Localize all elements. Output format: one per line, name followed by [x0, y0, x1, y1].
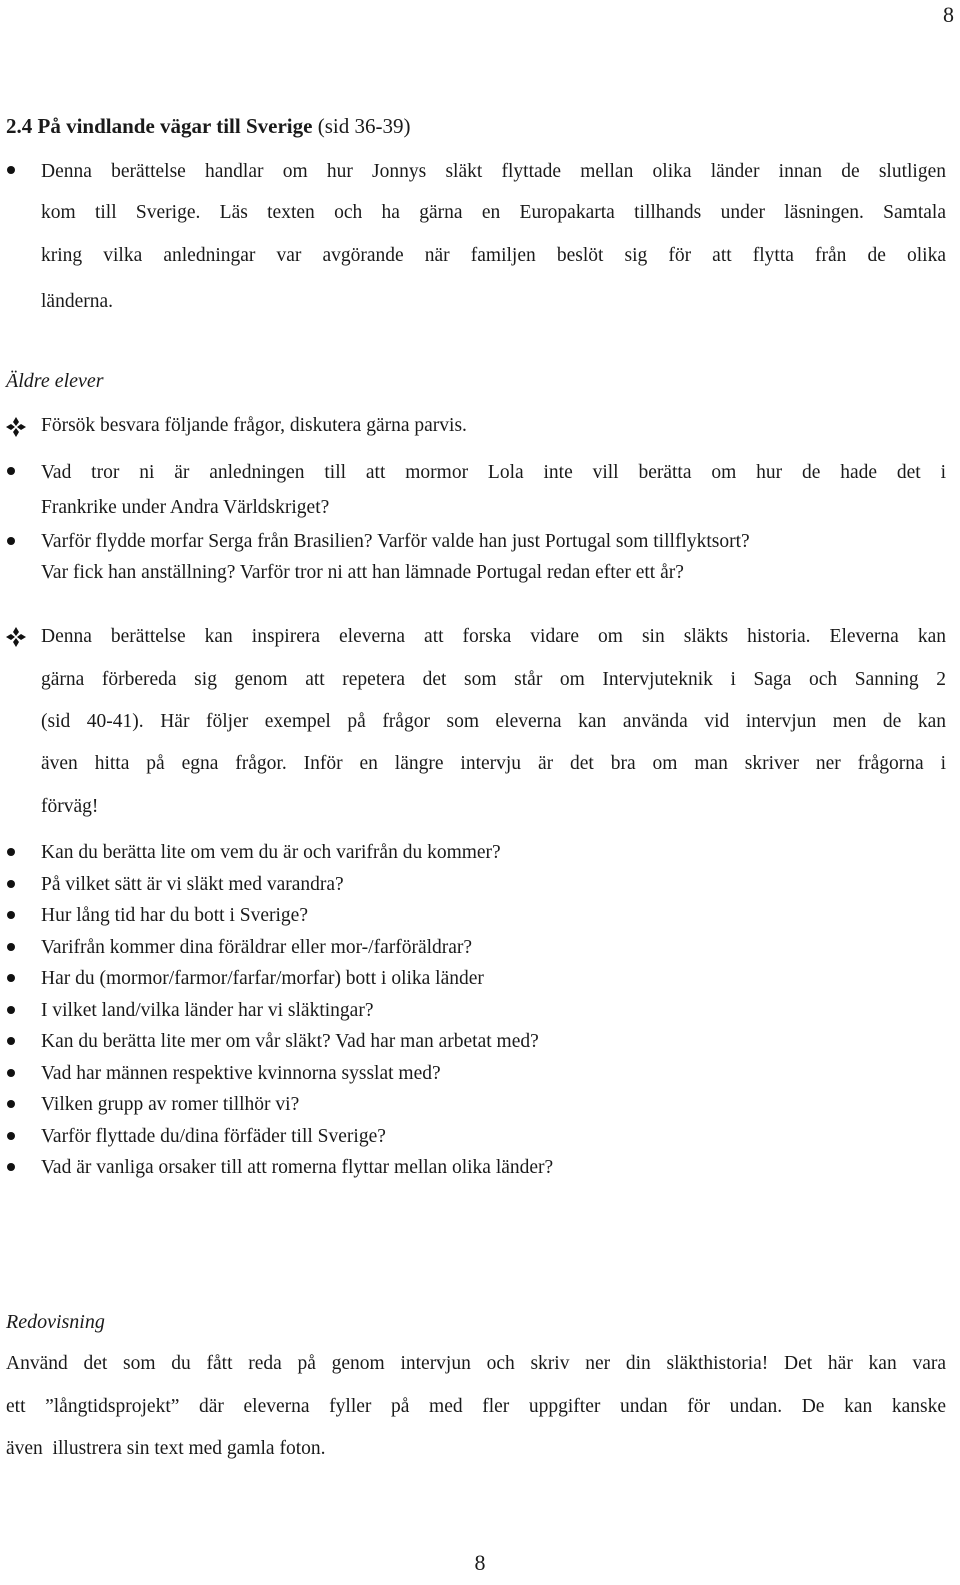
older-students-label: Äldre elever	[6, 370, 104, 392]
bullet-icon	[7, 467, 15, 475]
interview-question: Vad är vanliga orsaker till att romerna flyttar mellan olika länder?	[41, 1157, 554, 1178]
intro-line-4: länderna.	[41, 291, 114, 312]
bullet-icon	[7, 911, 15, 919]
interview-question: Har du (mormor/farmor/farfar/morfar) bott i olika länder	[41, 968, 484, 989]
section-heading	[6, 114, 410, 139]
report-line-3: även illustrera sin text med gamla foton.	[6, 1438, 326, 1459]
task-2-line-1: Denna berättelse kan inspirera eleverna att forska vidare om sin släkts historia. Eleverna kan	[41, 626, 946, 647]
page-number-top: 8	[943, 2, 954, 27]
task-1: Försök besvara följande frågor, diskutera gärna parvis.	[41, 415, 467, 436]
bullet-icon	[7, 1069, 15, 1077]
diamond-bullet-icon	[5, 416, 27, 438]
bullet-icon	[7, 943, 15, 951]
question-a2-line-1: Varför flydde morfar Serga från Brasilien? Varför valde han just Portugal som tillflyktsort?	[41, 531, 750, 552]
interview-question: På vilket sätt är vi släkt med varandra?	[41, 874, 344, 895]
report-line-1: Använd det som du fått reda på genom intervjun och skriv ner din släkthistoria! Det här kan vara	[6, 1353, 946, 1374]
interview-question: Vilken grupp av romer tillhör vi?	[41, 1094, 300, 1115]
question-a1-line-2: Frankrike under Andra Världskriget?	[41, 497, 330, 518]
intro-line-2: kom till Sverige. Läs texten och ha gärna en Europakarta tillhands under läsningen. Samtala	[41, 202, 946, 223]
bullet-icon	[7, 880, 15, 888]
task-2-line-2: gärna förbereda sig genom att repetera det som står om Intervjuteknik i Saga och Sanning 2	[41, 669, 946, 690]
task-2-line-5: förväg!	[41, 796, 99, 817]
diamond-bullet-icon	[5, 626, 27, 648]
interview-question: Hur lång tid har du bott i Sverige?	[41, 905, 308, 926]
bullet-icon	[7, 1037, 15, 1045]
task-2-line-4: även hitta på egna frågor. Inför en längre intervju är det bra om man skriver ner frågorna i	[41, 753, 946, 774]
bullet-icon	[7, 1100, 15, 1108]
page-number-bottom: 8	[474, 1550, 486, 1575]
bullet-icon	[7, 848, 15, 856]
interview-question: Varför flyttade du/dina förfäder till Sverige?	[41, 1126, 386, 1147]
interview-question: Varifrån kommer dina föräldrar eller mor-/farföräldrar?	[41, 937, 473, 958]
interview-question: Vad har männen respektive kvinnorna sysslat med?	[41, 1063, 441, 1084]
intro-line-1: Denna berättelse handlar om hur Jonnys släkt flyttade mellan olika länder innan de slutligen	[41, 161, 946, 182]
bullet-icon	[7, 1163, 15, 1171]
interview-question: I vilket land/vilka länder har vi släktingar?	[41, 1000, 374, 1021]
intro-line-3: kring vilka anledningar var avgörande när familjen beslöt sig för att flytta från de olika	[41, 245, 946, 266]
question-a1-line-1: Vad tror ni är anledningen till att mormor Lola inte vill berätta om hur de hade det i	[41, 462, 946, 483]
section-pages: (sid 36-39)	[312, 114, 411, 138]
question-a2-line-2: Var fick han anställning? Varför tror ni att han lämnade Portugal redan efter ett år?	[41, 562, 684, 583]
interview-question: Kan du berätta lite om vem du är och varifrån du kommer?	[41, 842, 501, 863]
bullet-icon	[7, 537, 15, 545]
bullet-icon	[7, 1132, 15, 1140]
bullet-icon	[7, 1006, 15, 1014]
report-label: Redovisning	[6, 1311, 105, 1333]
bullet-icon	[7, 974, 15, 982]
task-2-line-3: (sid 40-41). Här följer exempel på frågor som eleverna kan använda vid intervjun men de kan	[41, 711, 946, 732]
section-title: 2.4 På vindlande vägar till Sverige	[6, 114, 313, 138]
report-line-2: ett ”långtidsprojekt” där eleverna fyller på med fler uppgifter undan för undan. De kan kanske	[6, 1396, 946, 1417]
bullet-icon	[7, 166, 15, 174]
interview-question: Kan du berätta lite mer om vår släkt? Vad har man arbetat med?	[41, 1031, 539, 1052]
